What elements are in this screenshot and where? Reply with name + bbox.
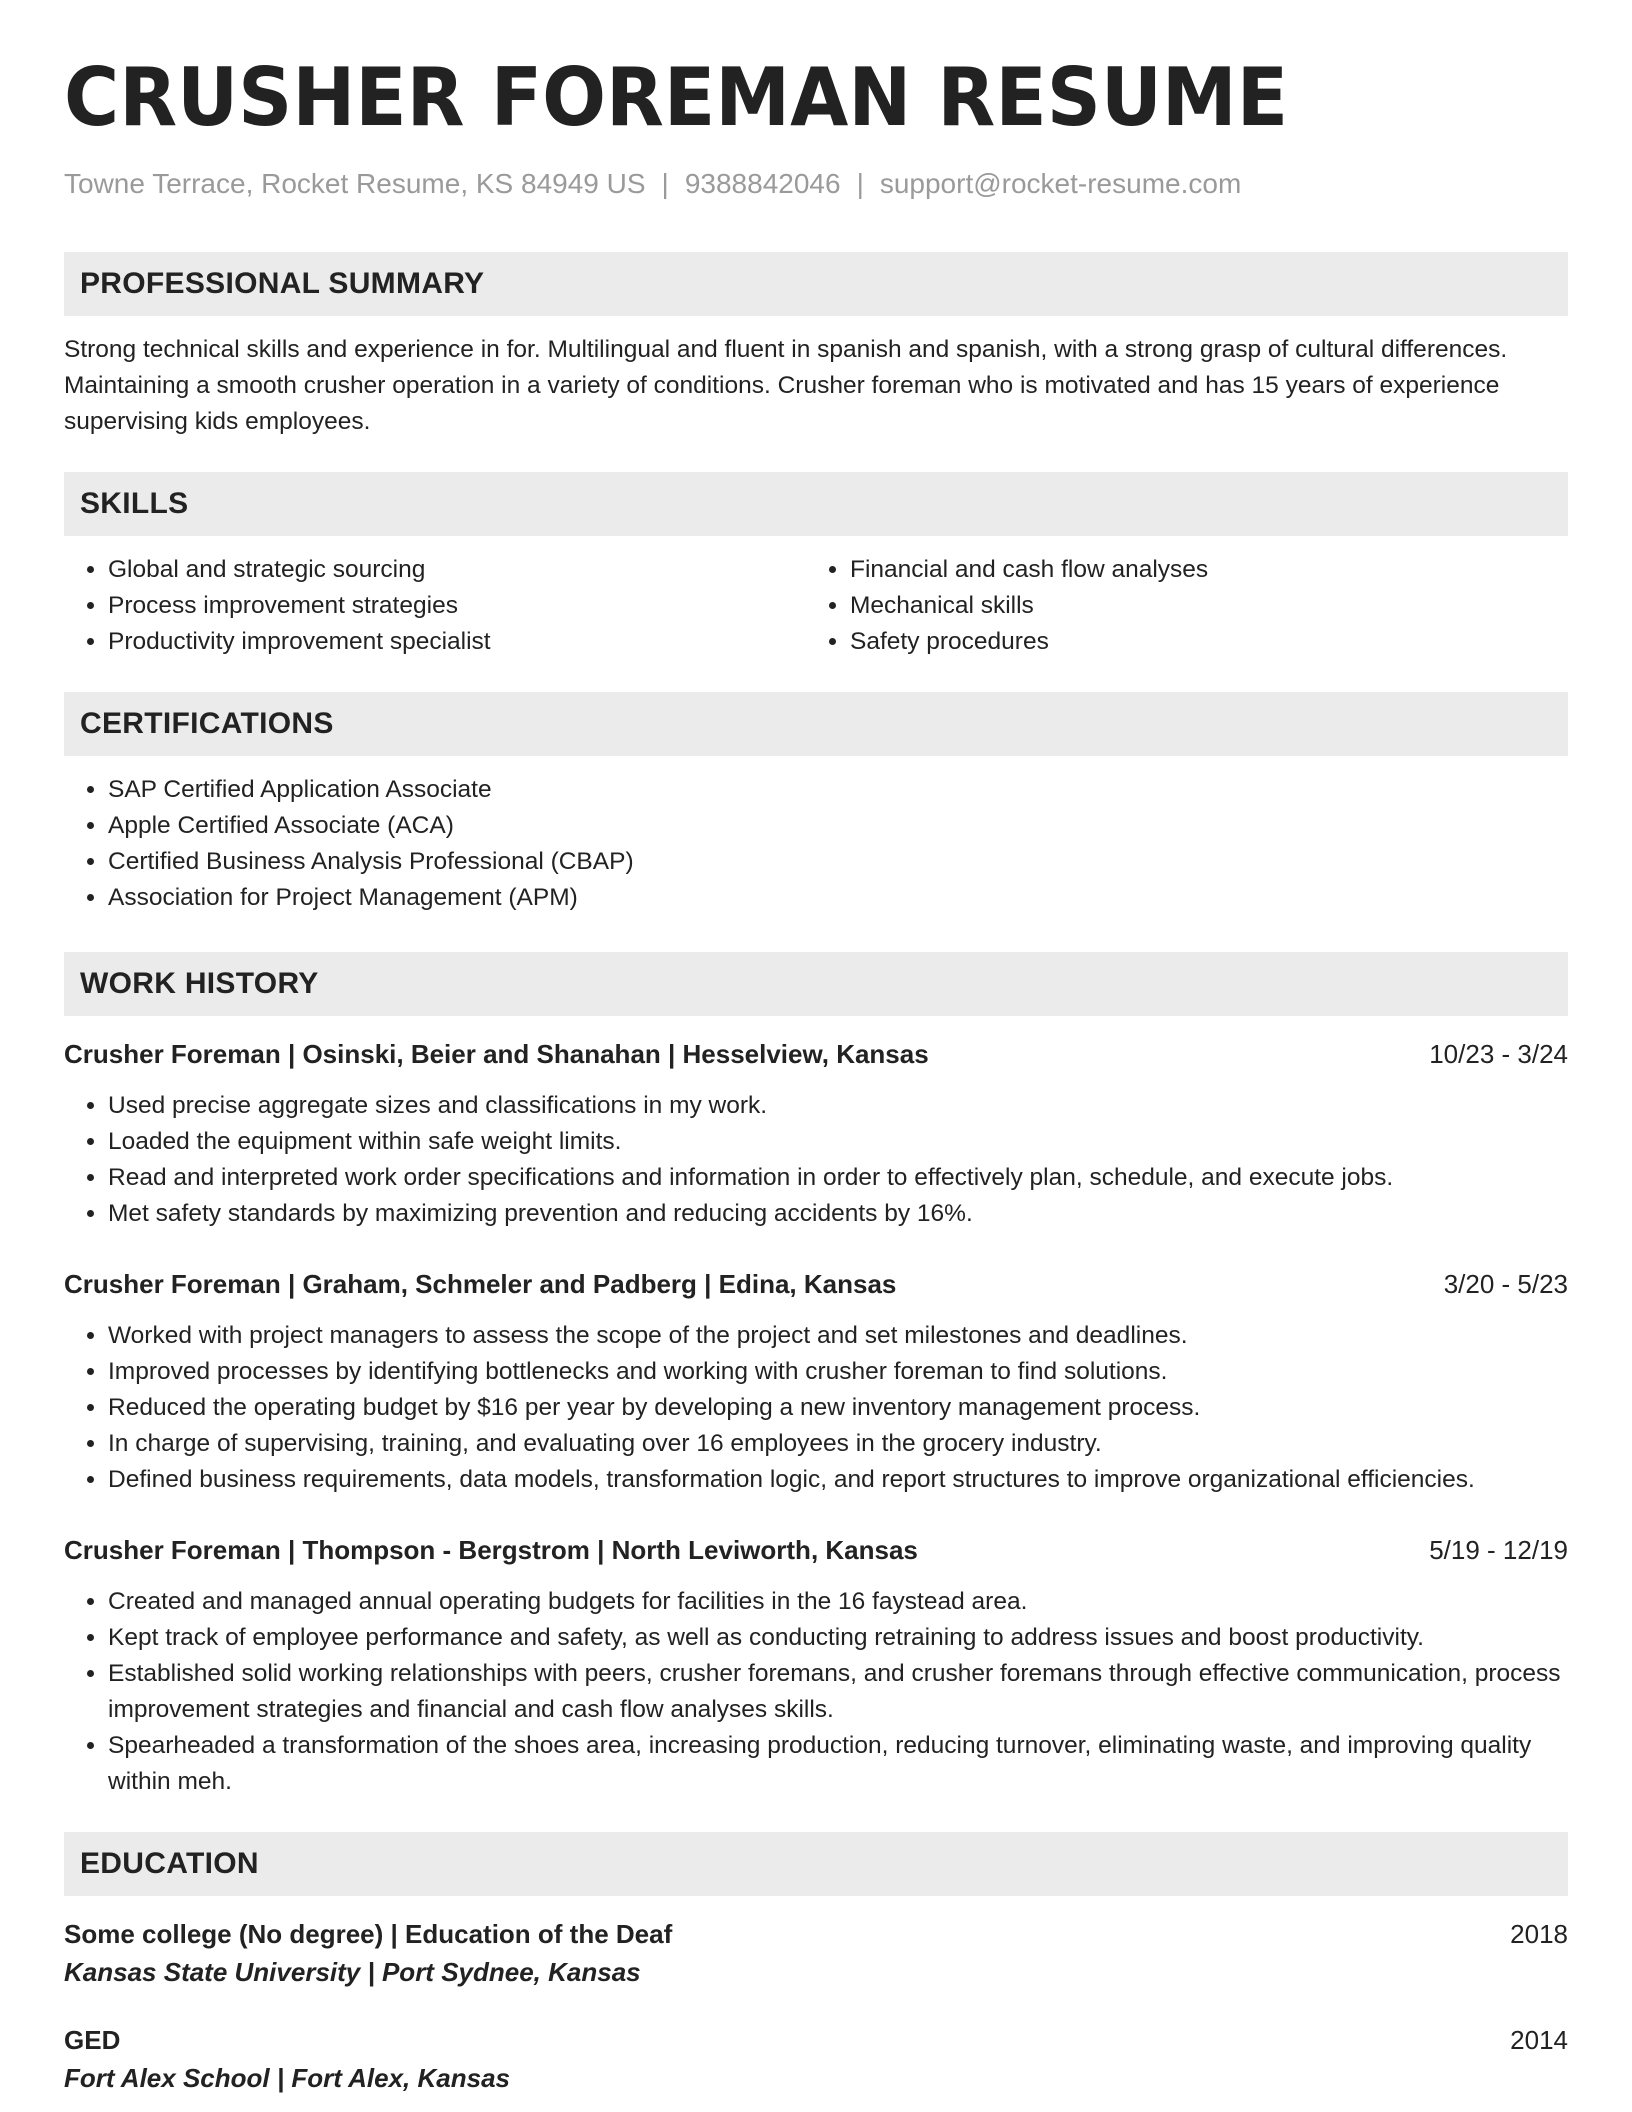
job-dates: 3/20 - 5/23: [1443, 1269, 1568, 1299]
contact-separator: |: [856, 168, 864, 199]
contact-separator: |: [661, 168, 669, 199]
job-header: [64, 1036, 1568, 1072]
contact-phone: 9388842046: [684, 168, 841, 199]
education-entry: [64, 2022, 1568, 2098]
section-title: CERTIFICATIONS: [80, 707, 334, 740]
contact-address: Towne Terrace, Rocket Resume, KS 84949 US: [64, 168, 646, 199]
list-item: • Safety procedures: [850, 624, 1548, 660]
contact-email: support@rocket-resume.com: [879, 168, 1242, 199]
list-item: • Spearheaded a transformation of the shoes area, increasing production, reducing turnover, eliminating waste, and improving quality within meh.: [108, 1728, 1568, 1800]
list-item: • Created and managed annual operating budgets for facilities in the 16 faystead area.: [108, 1584, 1568, 1620]
list-item: • Defined business requirements, data models, transformation logic, and report structures to improve organizational efficiencies.: [108, 1462, 1568, 1498]
list-item: • SAP Certified Application Associate: [108, 772, 1568, 808]
job-entry: [64, 1036, 1568, 1232]
skills-section: [64, 472, 1568, 660]
education-header: [64, 2022, 1568, 2058]
list-item: • Used precise aggregate sizes and classifications in my work.: [108, 1088, 1568, 1124]
section-header: [64, 472, 1568, 536]
section-title: EDUCATION: [80, 1847, 259, 1880]
contact-line: [64, 168, 1568, 200]
section-title: SKILLS: [80, 487, 189, 520]
list-item: • Established solid working relationships with peers, crusher foremans, and crusher foremans through effective communication, process improvement strategies and financial and cash flow analyses skills.: [108, 1656, 1568, 1728]
list-item: • In charge of supervising, training, and evaluating over 16 employees in the grocery industry.: [108, 1426, 1568, 1462]
education-section: [64, 1832, 1568, 2098]
education-header: [64, 1916, 1568, 1952]
job-dates: 5/19 - 12/19: [1429, 1535, 1568, 1565]
education-school: Fort Alex School | Fort Alex, Kansas: [64, 2063, 510, 2093]
list-item: • Certified Business Analysis Professional (CBAP): [108, 844, 1568, 880]
section-header: [64, 692, 1568, 756]
job-header: [64, 1532, 1568, 1568]
list-item: • Mechanical skills: [850, 588, 1548, 624]
job-dates: 10/23 - 3/24: [1429, 1039, 1568, 1069]
education-school: Kansas State University | Port Sydnee, Kansas: [64, 1957, 641, 1987]
job-entry: [64, 1266, 1568, 1498]
list-item: • Productivity improvement specialist: [108, 624, 806, 660]
certifications-section: [64, 692, 1568, 916]
list-item: • Apple Certified Associate (ACA): [108, 808, 1568, 844]
resume-title: CRUSHER FOREMAN RESUME: [64, 51, 1289, 144]
education-entry: [64, 1916, 1568, 1992]
skills-list-right: [806, 552, 1548, 660]
job-bullets: [64, 1318, 1568, 1498]
job-title: Crusher Foreman | Graham, Schmeler and Padberg | Edina, Kansas: [64, 1269, 897, 1299]
section-header: [64, 1832, 1568, 1896]
list-item: • Improved processes by identifying bottlenecks and working with crusher foreman to find solutions.: [108, 1354, 1568, 1390]
list-item: • Financial and cash flow analyses: [850, 552, 1548, 588]
education-year: 2014: [1510, 2025, 1568, 2055]
list-item: • Loaded the equipment within safe weight limits.: [108, 1124, 1568, 1160]
list-item: • Read and interpreted work order specifications and information in order to effectively plan, schedule, and execute jobs.: [108, 1160, 1568, 1196]
education-year: 2018: [1510, 1919, 1568, 1949]
list-item: • Global and strategic sourcing: [108, 552, 806, 588]
section-title: WORK HISTORY: [80, 967, 319, 1000]
list-item: • Kept track of employee performance and safety, as well as conducting retraining to address issues and boost productivity.: [108, 1620, 1568, 1656]
list-item: • Worked with project managers to assess the scope of the project and set milestones and deadlines.: [108, 1318, 1568, 1354]
list-item: • Process improvement strategies: [108, 588, 806, 624]
job-title: Crusher Foreman | Thompson - Bergstrom | North Leviworth, Kansas: [64, 1535, 918, 1565]
skills-grid: [64, 536, 1568, 660]
section-header: [64, 952, 1568, 1016]
certifications-list: [64, 772, 1568, 916]
section-header: [64, 252, 1568, 316]
list-item: • Reduced the operating budget by $16 per year by developing a new inventory management process.: [108, 1390, 1568, 1426]
list-item: • Met safety standards by maximizing prevention and reducing accidents by 16%.: [108, 1196, 1568, 1232]
job-bullets: [64, 1088, 1568, 1232]
skills-list-left: [64, 552, 806, 660]
job-entry: [64, 1532, 1568, 1800]
section-title: PROFESSIONAL SUMMARY: [80, 267, 485, 300]
job-bullets: [64, 1584, 1568, 1800]
summary-text: Strong technical skills and experience in for. Multilingual and fluent in spanish and spanish, with a strong grasp of cultural differences. Maintaining a smooth crusher operation in a variety of conditions. Crusher foreman who is motivated and has 15 years of experience supervising kids employees.: [64, 336, 1508, 435]
list-item: • Association for Project Management (APM): [108, 880, 1568, 916]
summary-section: [64, 252, 1568, 440]
job-title: Crusher Foreman | Osinski, Beier and Shanahan | Hesselview, Kansas: [64, 1039, 929, 1069]
education-degree: GED: [64, 2025, 121, 2055]
work-history-section: [64, 952, 1568, 1800]
education-degree: Some college (No degree) | Education of the Deaf: [64, 1919, 673, 1949]
job-header: [64, 1266, 1568, 1302]
